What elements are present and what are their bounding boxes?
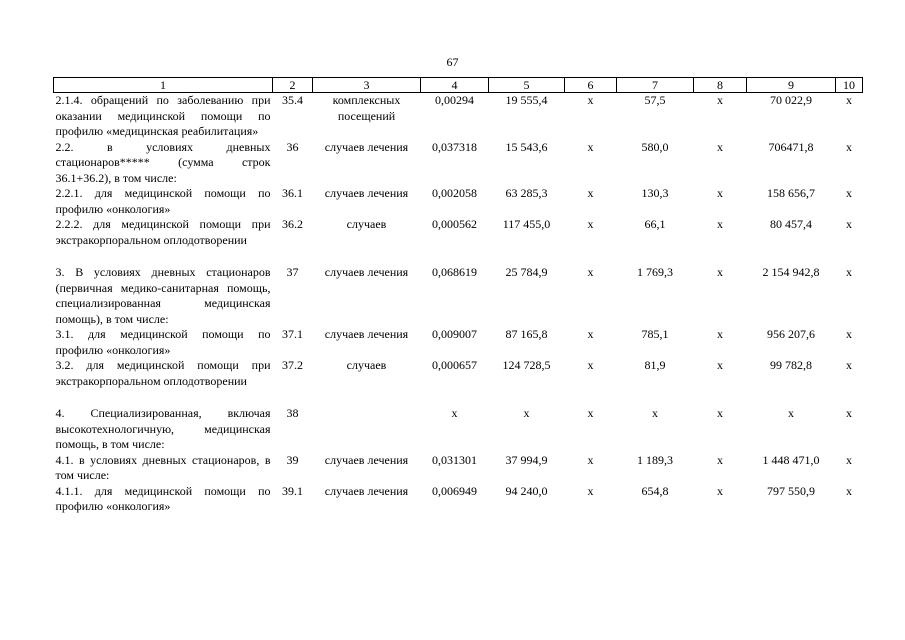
total-amount-cell: 1 448 471,0 (762, 452, 820, 467)
volume-norm-cell: х (451, 406, 458, 420)
per-capita-cell: 654,8 (641, 483, 669, 498)
indicator-name-cell: 4. Специализированная, включая высокотехнологичную, медицинская помощь, в том числе: (55, 406, 271, 451)
per-capita-cell: 785,1 (641, 327, 669, 341)
table-row (54, 453, 863, 484)
column-header: 7 (617, 78, 694, 93)
col-10-cell: х (846, 327, 852, 341)
cost-norm-cell: 63 285,3 (505, 186, 548, 200)
total-amount-cell: 956 207,6 (767, 327, 815, 341)
column-header: 1 (54, 78, 273, 93)
indicator-name-cell: 3. В условиях дневных стационаров (первичная медико-санитарная помощь, специализированная медицинская помощь), в том числе: (55, 265, 271, 326)
table-row (54, 358, 863, 389)
col-8-cell: х (717, 358, 723, 372)
col-8-cell: х (717, 406, 723, 420)
per-capita-cell: 1 769,3 (637, 265, 673, 279)
table-row (54, 186, 863, 217)
per-capita-cell: х (652, 406, 658, 420)
col-6-cell: х (587, 217, 594, 231)
line-number-cell: 37 (286, 265, 299, 279)
col-10-cell: х (846, 217, 852, 231)
volume-norm-cell: 0,006949 (432, 483, 477, 498)
column-header: 8 (694, 78, 747, 93)
indicator-name-cell: 3.2. для медицинской помощи при экстракорпоральном оплодотворении (55, 358, 271, 388)
col-6-cell: х (587, 139, 594, 154)
per-capita-cell: 81,9 (644, 358, 666, 372)
cost-norm-cell: 37 994,9 (505, 452, 548, 467)
total-amount-cell: 2 154 942,8 (762, 265, 820, 279)
per-capita-cell: 1 189,3 (637, 452, 673, 467)
table-row (54, 93, 863, 140)
col-10-cell: х (846, 93, 852, 107)
indicator-name-cell: 4.1. в условиях дневных стационаров, в том числе: (55, 452, 271, 482)
volume-norm-cell: 0,000657 (432, 358, 477, 372)
col-6-cell: х (587, 327, 594, 341)
col-6-cell: х (587, 265, 594, 279)
column-header: 6 (565, 78, 617, 93)
table-row (54, 484, 863, 515)
col-8-cell: х (717, 452, 723, 467)
unit-cell: случаев (346, 358, 387, 372)
line-number-cell: 37.1 (282, 327, 303, 341)
indicator-name-cell: 2.2. в условиях дневных стационаров***** (сумма строк 36.1+36.2), в том числе: (55, 139, 271, 185)
per-capita-cell: 580,0 (641, 139, 669, 154)
line-number-cell: 35.4 (282, 93, 303, 107)
indicator-name-cell: 4.1.1. для медицинской помощи по профилю «онкология» (55, 483, 271, 513)
table-row (54, 140, 863, 187)
col-8-cell: х (717, 327, 723, 341)
column-header: 5 (489, 78, 565, 93)
cost-norm-cell: 87 165,8 (505, 327, 548, 341)
cost-norm-cell: 117 455,0 (502, 217, 551, 231)
total-amount-cell: х (788, 406, 794, 420)
col-8-cell: х (717, 93, 723, 107)
col-8-cell: х (717, 265, 723, 279)
table-row (54, 406, 863, 453)
col-8-cell: х (717, 186, 723, 200)
indicator-name-cell: 2.2.2. для медицинской помощи при экстракорпоральном оплодотворении (55, 217, 271, 247)
indicator-name-cell: 2.2.1. для медицинской помощи по профилю «онкология» (55, 186, 271, 216)
unit-cell: случаев лечения (324, 452, 409, 467)
col-6-cell: х (587, 186, 594, 200)
col-10-cell: х (846, 406, 852, 420)
cost-norm-cell: х (523, 406, 530, 420)
col-8-cell: х (717, 217, 723, 231)
col-8-cell: х (717, 483, 723, 498)
unit-cell: случаев лечения (324, 483, 409, 498)
unit-cell: случаев лечения (324, 186, 409, 200)
tariff-table (53, 77, 863, 515)
col-6-cell: х (587, 406, 594, 420)
column-header: 4 (421, 78, 489, 93)
spacer-row (54, 248, 863, 265)
table-header-row (54, 78, 863, 93)
total-amount-cell: 158 656,7 (767, 186, 815, 200)
total-amount-cell: 797 550,9 (767, 483, 815, 498)
line-number-cell: 39.1 (282, 483, 303, 498)
line-number-cell: 39 (286, 452, 299, 467)
table-row (54, 265, 863, 327)
col-10-cell: х (846, 139, 852, 154)
col-6-cell: х (587, 452, 594, 467)
cost-norm-cell: 94 240,0 (505, 483, 548, 498)
volume-norm-cell: 0,068619 (432, 265, 477, 279)
indicator-name-cell: 3.1. для медицинской помощи по профилю «онкология» (55, 327, 271, 357)
cost-norm-cell: 19 555,4 (505, 93, 548, 107)
col-10-cell: х (846, 186, 852, 200)
spacer-cell (54, 248, 863, 265)
cost-norm-cell: 124 728,5 (502, 358, 551, 372)
column-header: 2 (273, 78, 313, 93)
cost-norm-cell: 15 543,6 (505, 139, 548, 154)
line-number-cell: 36 (286, 139, 299, 154)
col-6-cell: х (587, 483, 594, 498)
volume-norm-cell: 0,00294 (435, 93, 474, 107)
total-amount-cell: 80 457,4 (770, 217, 812, 231)
page-number: 67 (446, 55, 459, 69)
table-row (54, 217, 863, 248)
unit-cell (313, 406, 421, 453)
column-header: 10 (836, 78, 863, 93)
volume-norm-cell: 0,002058 (432, 186, 477, 200)
spacer-row (54, 389, 863, 406)
total-amount-cell: 99 782,8 (770, 358, 812, 372)
unit-cell: случаев лечения (324, 327, 409, 341)
cost-norm-cell: 25 784,9 (505, 265, 548, 279)
volume-norm-cell: 0,031301 (432, 452, 477, 467)
column-header: 9 (747, 78, 836, 93)
volume-norm-cell: 0,037318 (432, 139, 477, 154)
col-10-cell: х (846, 358, 852, 372)
col-10-cell: х (846, 452, 852, 467)
per-capita-cell: 66,1 (644, 217, 666, 231)
per-capita-cell: 57,5 (644, 93, 666, 107)
col-8-cell: х (717, 139, 723, 154)
total-amount-cell: 70 022,9 (770, 93, 812, 107)
column-header: 3 (313, 78, 421, 93)
col-10-cell: х (846, 265, 852, 279)
total-amount-cell: 706471,8 (768, 139, 814, 154)
volume-norm-cell: 0,009007 (432, 327, 477, 341)
line-number-cell: 37.2 (282, 358, 303, 372)
unit-cell: комплексных посещений (332, 93, 401, 123)
spacer-cell (54, 389, 863, 406)
col-10-cell: х (846, 483, 852, 498)
col-6-cell: х (587, 358, 594, 372)
volume-norm-cell: 0,000562 (432, 217, 477, 231)
line-number-cell: 38 (286, 406, 299, 420)
unit-cell: случаев лечения (324, 265, 409, 279)
unit-cell: случаев (346, 217, 387, 231)
indicator-name-cell: 2.1.4. обращений по заболеванию при оказании медицинской помощи по профилю «медицинская реабилитация» (55, 93, 271, 138)
line-number-cell: 36.1 (282, 186, 303, 200)
line-number-cell: 36.2 (282, 217, 303, 231)
table-row (54, 327, 863, 358)
unit-cell: случаев лечения (324, 139, 409, 154)
per-capita-cell: 130,3 (641, 186, 669, 200)
col-6-cell: х (587, 93, 594, 107)
